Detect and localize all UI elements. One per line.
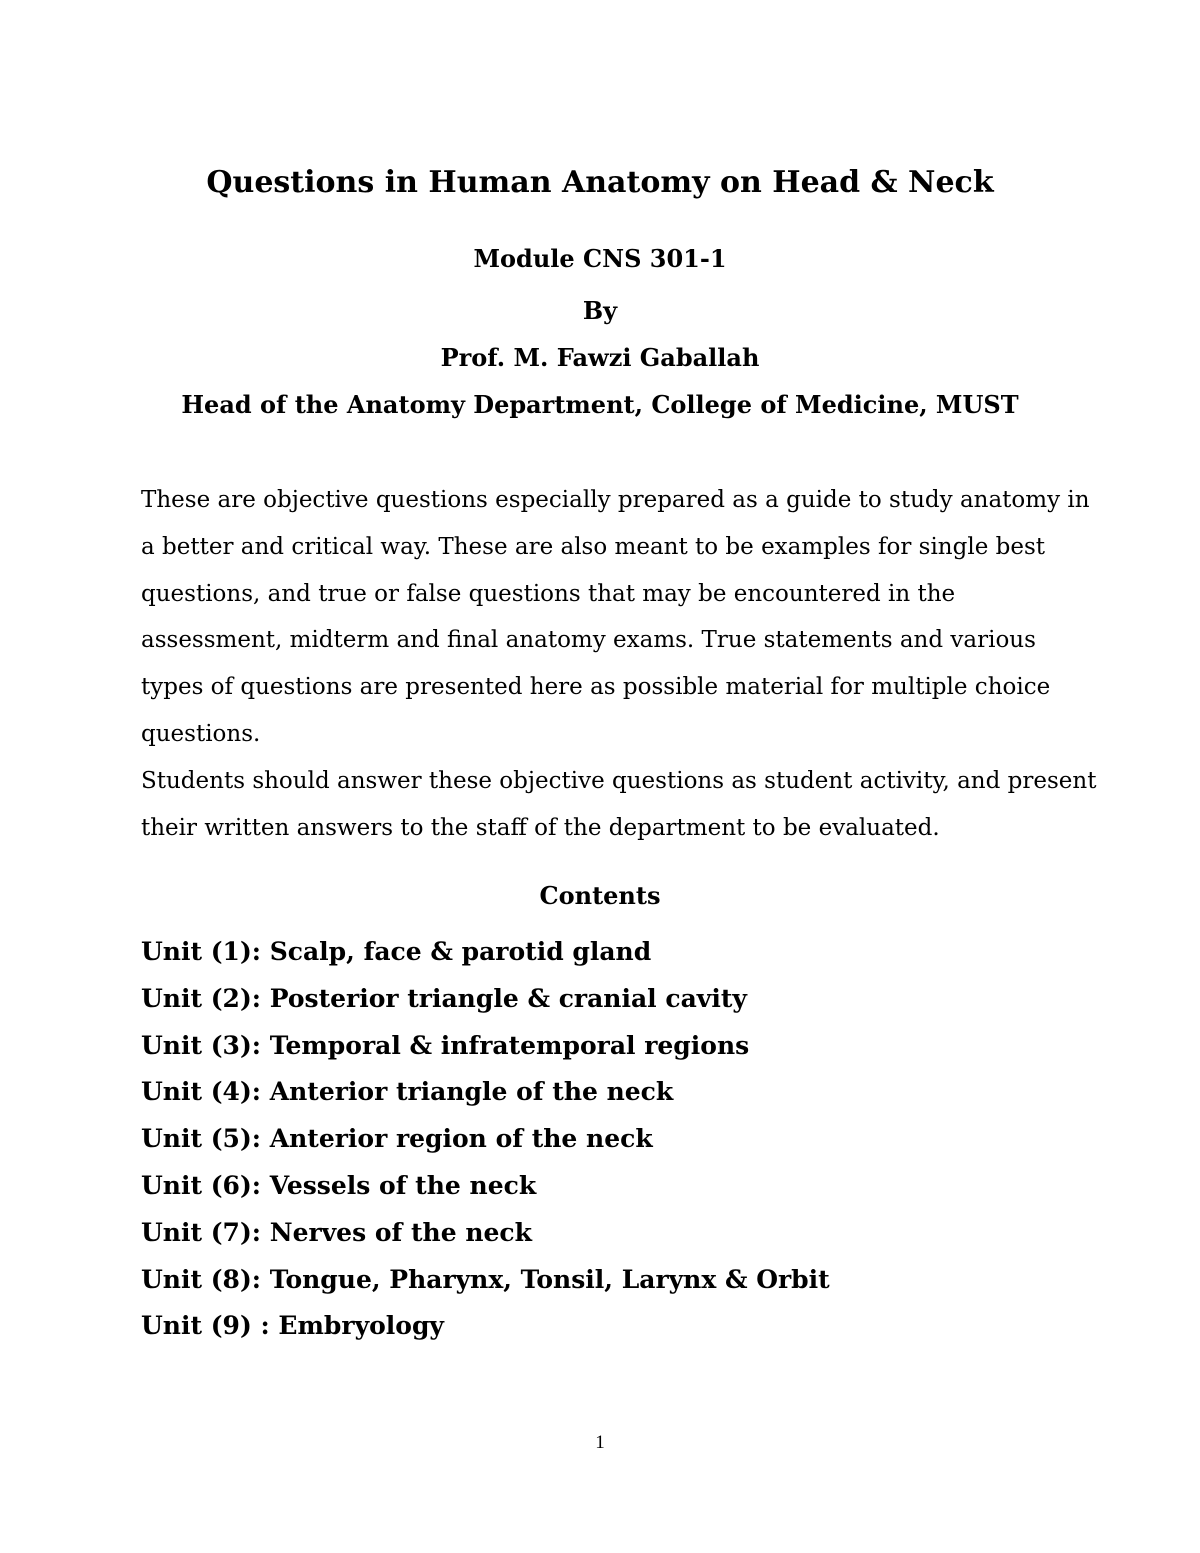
contents-heading: Contents (539, 881, 661, 910)
intro-paragraph: Students should answer these objective questions as student activity, and present their written answers to the staff of the department to be evaluated. (141, 767, 1097, 841)
contents-item: Unit (8): Tongue, Pharynx, Tonsil, Larynx & Orbit (141, 1264, 830, 1294)
contents-item: Unit (7): Nerves of the neck (141, 1217, 532, 1247)
contents-list (141, 929, 830, 1350)
contents-item: Unit (1): Scalp, face & parotid gland (141, 937, 652, 966)
contents-item: Unit (5): Anterior region of the neck (141, 1124, 653, 1154)
document-title: Questions in Human Anatomy on Head & Neck (206, 165, 994, 200)
intro-text (141, 477, 1101, 851)
contents-item: Unit (2): Posterior triangle & cranial cavity (141, 983, 747, 1013)
intro-paragraph: These are objective questions especially prepared as a guide to study anatomy in a better and critical way. These are also meant to be examples for single best questions, and true or false questions that may be encountered in the assessment, midterm and final anatomy exams. True statements and various types of questions are presented here as possible material for multiple choice questions. (141, 487, 1090, 747)
contents-item: Unit (3): Temporal & infratemporal regions (141, 1030, 750, 1060)
contents-item: Unit (4): Anterior triangle of the neck (141, 1077, 674, 1107)
author-affiliation: Head of the Anatomy Department, College of Medicine, MUST (181, 390, 1019, 419)
contents-item: Unit (9) : Embryology (141, 1311, 444, 1341)
module-code: Module CNS 301-1 (473, 244, 727, 273)
contents-item: Unit (6): Vessels of the neck (141, 1170, 537, 1200)
byline-label: By (582, 296, 618, 325)
author-name: Prof. M. Fawzi Gaballah (440, 343, 760, 372)
page-number: 1 (595, 1432, 605, 1453)
